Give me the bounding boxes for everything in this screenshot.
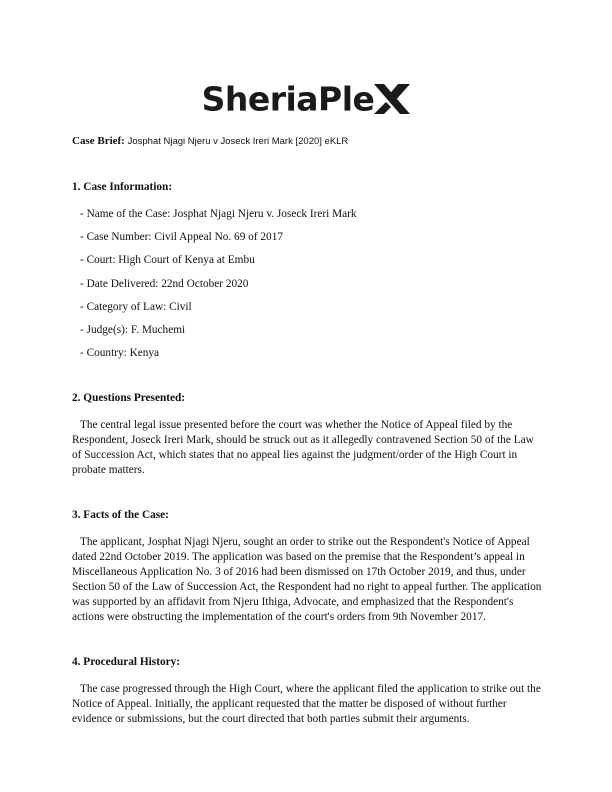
list-item: - Name of the Case: Josphat Njagi Njeru v. Joseck Ireri Mark [80, 208, 357, 220]
list-item: - Court: High Court of Kenya at Embu [80, 254, 255, 267]
list-item: - Category of Law: Civil [80, 300, 192, 313]
case-brief-label: Case Brief: [72, 135, 125, 147]
x-logo-mark-icon [372, 82, 412, 116]
procedural-history-heading: 4. Procedural History: [72, 656, 181, 669]
procedural-history-text: The case progressed through the High Court, where the applicant filed the application to strike out the Notice of Appeal. Initially, the applicant requested that the matter be disposed of without further evidence or submissions, but the court directed that both parties submit their arguments. [72, 683, 541, 726]
case-brief-line [72, 134, 542, 149]
case-information-heading: 1. Case Information: [72, 181, 173, 193]
facts-text: The applicant, Josphat Njagi Njeru, sought an order to strike out the Respondent's Notice of Appeal dated 22nd October 2019. The application was based on the premise that the Respondent’s appeal in Miscellaneous Application No. 3 of 2016 had been dismissed on 17th October 2019, and thus, under Section 50 of the Law of Succession Act, the Respondent had no right to appeal further. The application was supported by an affidavit from Njeru Ithiga, Advocate, and emphasized that the Respondent's actions were obstructing the implementation of the court's orders from 9th November 2017. [72, 536, 542, 624]
questions-presented-text: The central legal issue presented before the court was whether the Notice of Appeal filed by the Respondent, Joseck Ireri Mark, should be struck out as it allegedly contravened Section 50 of the Law of Succession Act, which states that no appeal lies against the judgment/order of the High Court in probate matters. [72, 419, 534, 477]
list-item: - Case Number: Civil Appeal No. 69 of 2017 [80, 231, 284, 244]
list-item: - Judge(s): F. Muchemi [80, 323, 186, 336]
facts-heading: 3. Facts of the Case: [72, 509, 169, 522]
case-information-list [72, 207, 542, 361]
case-brief-title: Josphat Njagi Njeru v Joseck Ireri Mark [2020] eKLR [127, 136, 349, 147]
logo-wordmark: SheriaPle [201, 79, 375, 119]
list-item: - Country: Kenya [80, 347, 160, 360]
questions-presented-heading: 2. Questions Presented: [72, 392, 186, 405]
list-item: - Date Delivered: 22nd October 2020 [80, 277, 249, 290]
sheriaplex-logo [72, 79, 542, 128]
